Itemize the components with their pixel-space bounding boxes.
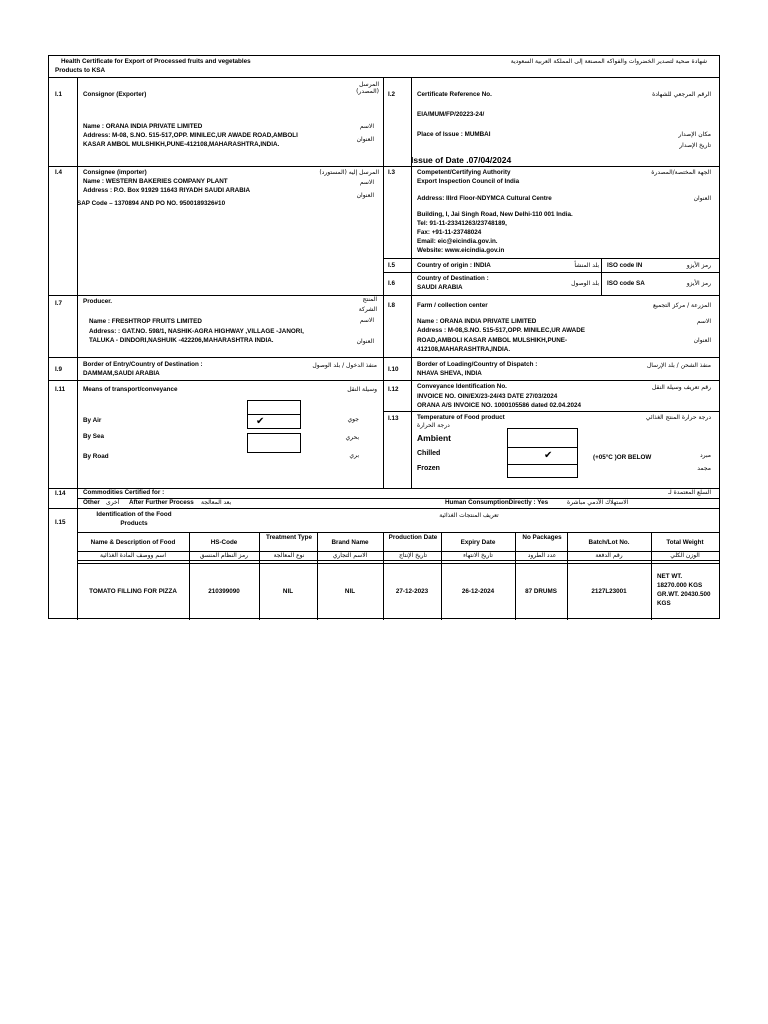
- authority-address: Address: IIIrd Floor-NDYMCA Cultural Centre: [417, 195, 552, 202]
- header-batch: Batch/Lot No.: [588, 539, 630, 546]
- farm-label: Farm / collection center: [417, 302, 488, 309]
- origin-iso-ar: رمز الأيزو: [686, 262, 711, 269]
- consignor-num: I.1: [55, 91, 63, 98]
- consignor-label-ar: المرسل (المصدر): [356, 81, 379, 95]
- authority-label-ar: الجهة المختصة/المصدرة: [651, 169, 711, 176]
- row-weight-line2: 18270.000 KGS: [657, 582, 703, 589]
- divider: [383, 532, 384, 620]
- certificate-place-ar: مكان الإصدار: [678, 131, 711, 138]
- consignor-address-ar: العنوان: [356, 136, 374, 143]
- transport-road: By Road: [83, 453, 109, 460]
- identification-label-line1: Identification of the Food: [96, 511, 172, 518]
- authority-email: Email: eic@eicindia.gov.in.: [417, 238, 498, 245]
- temperature-label: Temperature of Food product: [417, 414, 505, 421]
- header-hs: HS-Code: [210, 539, 238, 546]
- origin-num: I.5: [388, 262, 396, 269]
- temperature-chilled: Chilled: [417, 450, 441, 457]
- divider: [383, 77, 384, 488]
- producer-address-ar: العنوان: [356, 338, 374, 345]
- farm-address1: Address : M-08,S.NO. 515-517,OPP. MINILEC,UR AWADE: [417, 327, 585, 334]
- header-weight-ar: الوزن الكلي: [670, 552, 700, 559]
- consignor-name-ar: الاسم: [359, 123, 374, 130]
- divider: [49, 166, 719, 167]
- divider: [383, 411, 719, 412]
- check-icon: ✔: [544, 450, 553, 461]
- authority-num: I.3: [388, 169, 396, 176]
- identification-label-ar: تعريف المنتجات الغذائية: [439, 512, 499, 519]
- temperature-ambient-checkbox[interactable]: [507, 428, 578, 448]
- transport-sea-ar: بحري: [345, 434, 359, 441]
- border-entry-value: DAMMAM,SAUDI ARABIA: [83, 370, 160, 377]
- consignor-address2: KASAR AMBOL MULSHIKH,PUNE-412108,MAHARASHTRA,INDIA.: [83, 141, 280, 148]
- row-name: TOMATO FILLING FOR PIZZA: [89, 588, 177, 595]
- commodities-label-ar: السلع المعتمدة لـ: [668, 489, 711, 496]
- header-packages-ar: عدد الطرود: [527, 552, 557, 559]
- commodities-other-ar: أخرى: [106, 499, 120, 506]
- row-weight-line4: KGS: [657, 600, 671, 607]
- transport-sea: By Sea: [83, 433, 105, 440]
- producer-name: Name : FRESHTROP FRUITS LIMITED: [89, 318, 202, 325]
- food-products-table: [77, 532, 719, 620]
- certificate-date-ar: تاريخ الإصدار: [679, 142, 711, 149]
- consignee-label-ar: المرسل إليه (المستورد): [319, 169, 379, 176]
- commodities-human: Human ConsumptionDirectly : Yes: [445, 499, 549, 506]
- row-packages: 87 DRUMS: [525, 588, 557, 595]
- authority-label: Competent/Certifying Authority: [417, 169, 511, 176]
- temperature-num: I.13: [388, 415, 399, 422]
- title-ar: شهادة صحية لتصدير الخضروات والفواكه المصنعة إلى المملكة العربية السعودية: [510, 58, 707, 65]
- header-name: Name & Description of Food: [90, 539, 176, 546]
- farm-address2: ROAD,AMBOLI KASAR AMBOL MULSHIKH,PUNE-: [417, 337, 568, 344]
- row-batch: 2127L23001: [591, 588, 627, 595]
- producer-address1: Address: : GAT.NO. 598/1, NASHIK-AGRA HIGHWAY ,VILLAGE -JANORI,: [89, 328, 304, 335]
- producer-label-ar2: الشركة: [358, 306, 377, 313]
- header-hs-ar: رمز النظام المنسق: [199, 552, 249, 559]
- certificate-num: I.2: [388, 91, 396, 98]
- certificate-date: Issue of Date .07/04/2024: [411, 155, 512, 165]
- divider: [515, 532, 516, 620]
- header-production-ar: تاريخ الإنتاج: [398, 552, 428, 559]
- header-packages: No Packages: [522, 534, 562, 541]
- transport-air-ar: جوي: [347, 416, 359, 423]
- title-en-line2: Products to KSA: [55, 67, 106, 74]
- consignor-address1: Address: M-08, S.NO. 515-517,OPP. MINILEC,UR AWADE ROAD,AMBOLI: [83, 132, 298, 139]
- authority-building: Building, I, Jai Singh Road, New Delhi-110 001 India.: [417, 211, 573, 218]
- producer-address2: TALUKA - DINDORI,NASHUIK -422206,MAHARASHTRA INDIA.: [89, 337, 274, 344]
- border-loading-value: NHAVA SHEVA, INDIA: [417, 370, 482, 377]
- divider: [49, 380, 719, 381]
- border-loading-num: I.10: [388, 366, 399, 373]
- transport-label-ar: وسيلة النقل: [347, 386, 377, 393]
- conveyance-orana: ORANA A/S INVOICE NO. 1000105586 dated 02.04.2024: [417, 402, 582, 409]
- header-expiry: Expiry Date: [460, 539, 496, 546]
- transport-blank-box: [247, 400, 301, 415]
- certificate-place: Place of Issue : MUMBAI: [417, 131, 491, 138]
- commodities-label: Commodities Certified for :: [83, 489, 165, 496]
- temperature-chilled-checkbox[interactable]: [507, 447, 578, 465]
- producer-num: I.7: [55, 300, 63, 307]
- header-weight: Total Weight: [666, 539, 704, 546]
- row-expiry: 26-12-2024: [461, 588, 495, 595]
- producer-label-ar: المنتج: [362, 296, 377, 303]
- divider: [77, 77, 78, 620]
- header-name-ar: اسم ووصف المادة الغذائية: [99, 552, 167, 559]
- border-entry-label: Border of Entry/Country of Destination :: [83, 361, 203, 368]
- title-en-line1: Health Certificate for Export of Processed fruits and vegetables: [61, 58, 251, 65]
- authority-address-ar: العنوان: [693, 195, 711, 202]
- header-expiry-ar: تاريخ الانتهاء: [463, 552, 493, 559]
- transport-label: Means of transport/conveyance: [83, 386, 178, 393]
- temperature-frozen-checkbox[interactable]: [507, 464, 578, 478]
- divider: [441, 532, 442, 620]
- temperature-chilled-ar: مبرد: [699, 452, 711, 459]
- border-loading-label-ar: منفذ الشحن / بلد الإرسال: [646, 362, 711, 369]
- certificate-label: Certificate Reference No.: [417, 91, 492, 98]
- transport-sea-checkbox[interactable]: [247, 433, 301, 453]
- farm-address3: 412108,MAHARASHTRA,INDIA.: [417, 346, 511, 353]
- consignee-num: I.4: [55, 169, 63, 176]
- transport-air: By Air: [83, 417, 102, 424]
- temperature-label-ar2: درجة الحرارة: [417, 422, 450, 429]
- destination-value: SAUDI ARABIA: [417, 284, 463, 291]
- header-production: Production Date: [388, 534, 438, 541]
- transport-num: I.11: [55, 386, 66, 393]
- destination-label: Country of Destination :: [417, 275, 489, 282]
- header-brand-ar: الاسم التجاري: [332, 552, 368, 559]
- commodities-num: I.14: [55, 490, 66, 497]
- transport-air-checkbox[interactable]: [247, 414, 301, 429]
- consignee-address: Address : P.O. Box 91929 11643 RIYADH SAUDI ARABIA: [83, 187, 251, 194]
- temperature-ambient: Ambient: [417, 433, 451, 443]
- border-entry-num: I.9: [55, 366, 63, 373]
- row-treatment: NIL: [282, 588, 294, 595]
- farm-name: Name : ORANA INDIA PRIVATE LIMITED: [417, 318, 537, 325]
- temperature-chilled-note: (+05°C )OR BELOW: [593, 454, 652, 461]
- divider: [49, 508, 719, 509]
- divider: [49, 77, 719, 78]
- divider: [189, 532, 190, 620]
- transport-road-ar: بري: [349, 452, 359, 459]
- commodities-human-ar: الاستهلاك الآدمي مباشرة: [567, 499, 629, 506]
- origin-iso: ISO code IN: [607, 262, 643, 269]
- consignee-name: Name : WESTERN BAKERIES COMPANY PLANT: [83, 178, 228, 185]
- divider: [77, 560, 719, 561]
- divider: [77, 563, 719, 564]
- authority-tel: Tel: 91-11-23341263/23748189,: [417, 220, 507, 227]
- divider: [567, 532, 568, 620]
- header-treatment: Treatment Type: [265, 534, 313, 541]
- commodities-after-ar: بعد المعالجة: [201, 499, 232, 506]
- divider: [259, 532, 260, 620]
- conveyance-label-ar: رقم تعريف وسيلة النقل: [651, 384, 711, 391]
- row-weight-line3: GR.WT. 20430.500: [657, 591, 711, 598]
- header-treatment-ar: نوع المعالجة: [273, 552, 305, 559]
- consignor-name: Name : ORANA INDIA PRIVATE LIMITED: [83, 123, 203, 130]
- conveyance-label: Conveyance Identification No.: [417, 383, 507, 390]
- identification-num: I.15: [55, 519, 66, 526]
- certificate-label-ar: الرقم المرجعي للشهادة: [652, 91, 711, 98]
- check-icon: ✔: [256, 416, 265, 427]
- temperature-frozen: Frozen: [417, 465, 440, 472]
- divider: [49, 295, 719, 296]
- authority-fax: Fax: +91-11-23748024: [417, 229, 482, 236]
- divider: [651, 532, 652, 620]
- consignee-address-ar: العنوان: [356, 192, 374, 199]
- farm-num: I.8: [388, 302, 396, 309]
- identification-label-line2: Products: [120, 520, 148, 527]
- conveyance-num: I.12: [388, 386, 399, 393]
- header-batch-ar: رقم الدفعة: [595, 552, 623, 559]
- destination-iso-ar: رمز الأيزو: [686, 280, 711, 287]
- destination-iso: ISO code SA: [607, 280, 645, 287]
- divider: [317, 532, 318, 620]
- temperature-frozen-ar: مجمد: [697, 465, 711, 472]
- divider: [601, 258, 602, 295]
- temperature-label-ar: درجة حرارة المنتج الغذائي: [645, 414, 711, 421]
- row-brand: NIL: [344, 588, 356, 595]
- consignee-label: Consignee (importer): [83, 169, 147, 176]
- commodities-other: Other: [83, 499, 100, 506]
- producer-name-ar: الاسم: [359, 317, 374, 324]
- row-weight-line1: NET WT.: [657, 573, 683, 580]
- header-brand: Brand Name: [331, 539, 369, 546]
- farm-address-ar: العنوان: [693, 337, 711, 344]
- conveyance-invoice: INVOICE NO. OIN/EX/23-24/43 DATE 27/03/2024: [417, 393, 558, 400]
- consignee-name-ar: الاسم: [359, 179, 374, 186]
- farm-label-ar: المزرعة / مركز التجميع: [652, 302, 711, 309]
- destination-label-ar: بلد الوصول: [571, 280, 599, 287]
- row-hs: 210399090: [208, 588, 240, 595]
- producer-label: Producer.: [83, 298, 113, 305]
- divider: [383, 258, 719, 259]
- authority-name: Export Inspection Council of India: [417, 178, 520, 185]
- border-entry-label-ar: منفذ الدخول / بلد الوصول: [312, 362, 377, 369]
- certificate-ref: EIA/MUM/FP/20223-24/: [417, 111, 485, 118]
- consignee-sap: SAP Code – 1370894 AND PO NO. 9500189326#10: [77, 200, 226, 207]
- divider: [383, 272, 719, 273]
- authority-website: Website: www.eicindia.gov.in: [417, 247, 505, 254]
- health-certificate: [48, 55, 720, 619]
- destination-num: I.6: [388, 280, 396, 287]
- border-loading-label: Border of Loading/Country of Dispatch :: [417, 361, 538, 368]
- farm-name-ar: الاسم: [696, 318, 711, 325]
- origin-label-ar: بلد المنشأ: [574, 262, 599, 269]
- divider: [411, 77, 412, 488]
- origin-label: Country of origin : INDIA: [417, 262, 491, 269]
- row-production: 27-12-2023: [395, 588, 429, 595]
- divider: [49, 357, 719, 358]
- consignor-label: Consignor (Exporter): [83, 91, 147, 98]
- commodities-after: After Further Process: [129, 499, 194, 506]
